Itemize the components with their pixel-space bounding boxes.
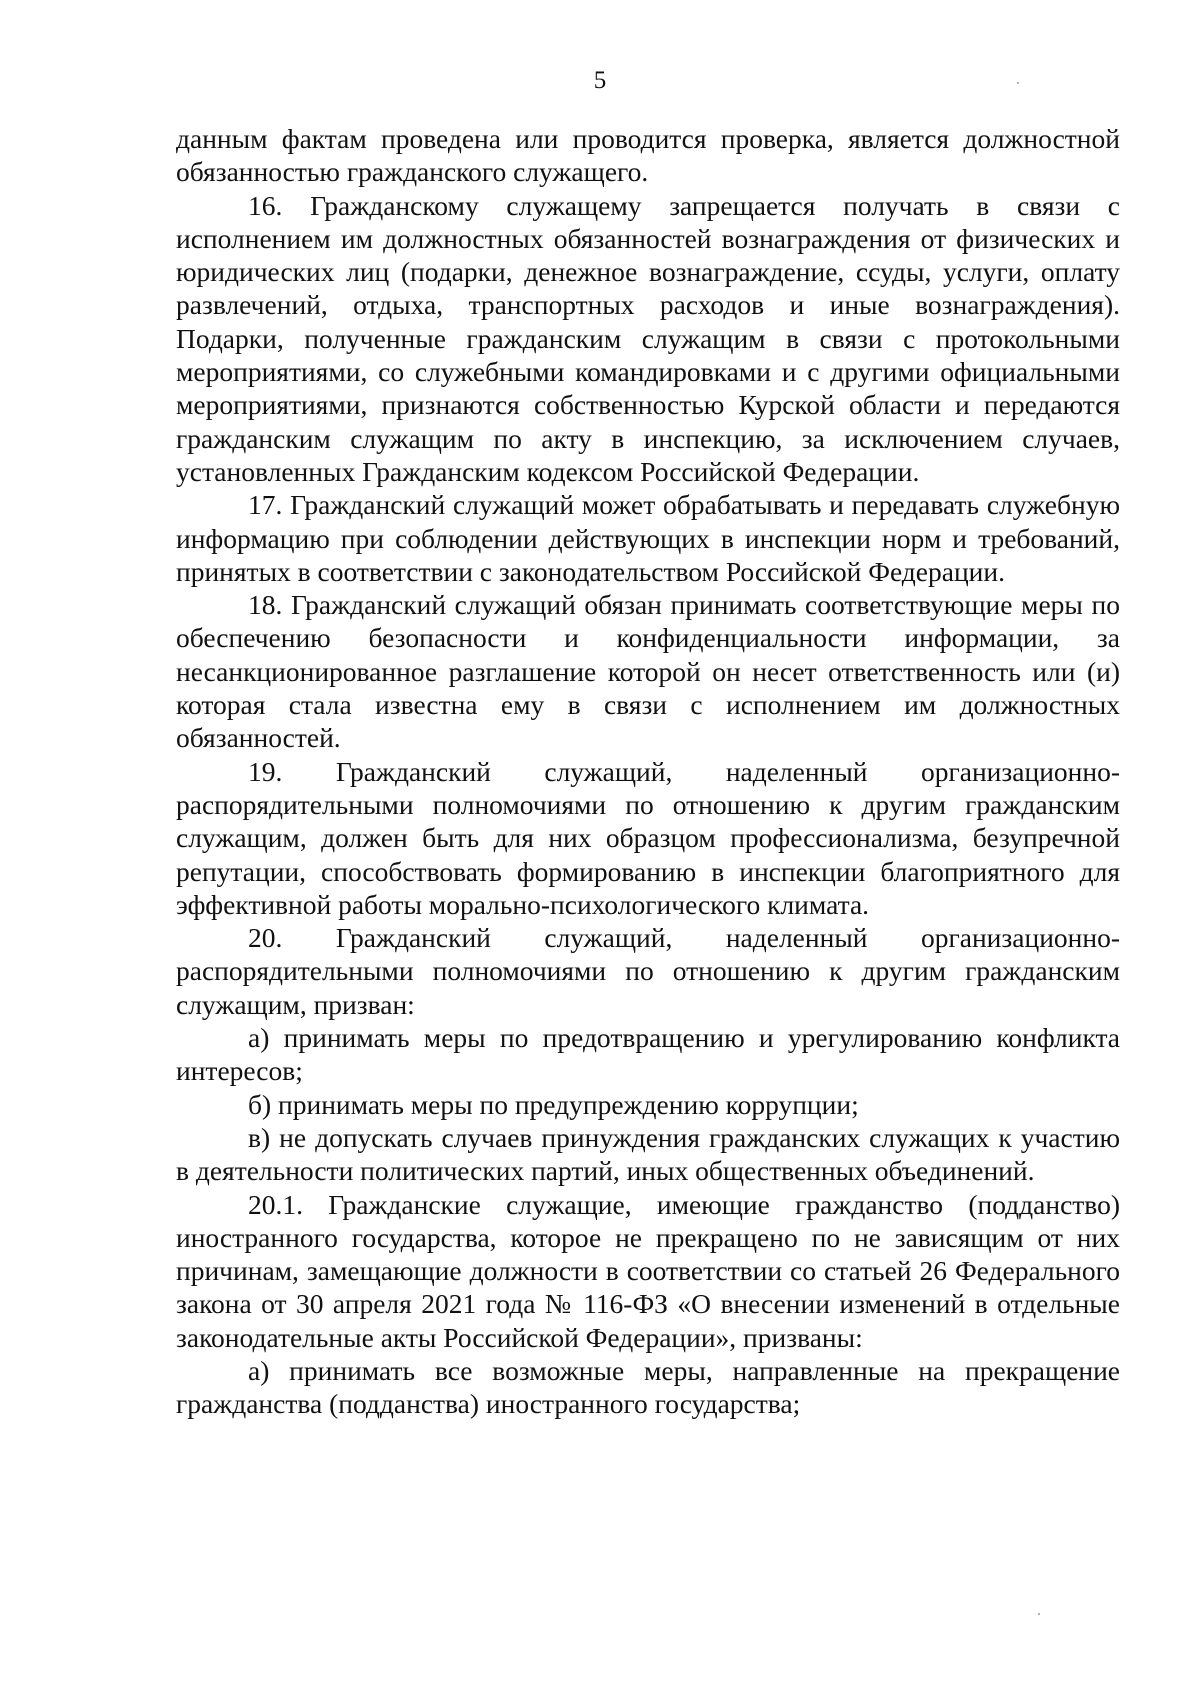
- scan-speck: [1017, 82, 1019, 84]
- scan-speck: [1038, 1613, 1040, 1615]
- paragraph-20-1: 20.1. Гражданские служащие, имеющие гражданство (подданство) иностранного государства, которое не прекращено по не зависящим от них причинам, замещающие должности в соответствии со статьей 26 Федерального закона от 30 апреля 2021 года № 116-ФЗ «О внесении изменений в отдельные законодательные акты Российской Федерации», призваны:: [176, 1188, 1120, 1353]
- paragraph-18: 18. Гражданский служащий обязан принимать соответствующие меры по обеспечению безопасности и конфиденциальности информации, за несанкционированное разглашение которой он несет ответственность или (и) которая стала известна ему в связи с исполнением им должностных обязанностей.: [176, 589, 1120, 754]
- paragraph-continuation: данным фактам проведена или проводится проверка, является должностной обязанностью гражданского служащего.: [176, 123, 1120, 188]
- paragraph-19: 19. Гражданский служащий, наделенный организационно-распорядительными полномочиями по отношению к другим гражданским служащим, должен быть для них образцом профессионализма, безупречной репутации, способствовать формированию в инспекции благоприятного для эффективной работы морально-психологического климата.: [176, 755, 1120, 920]
- document-body: [176, 122, 1120, 1421]
- paragraph-20-item-a: а) принимать меры по предотвращению и урегулированию конфликта интересов;: [176, 1022, 1120, 1087]
- paragraph-17: 17. Гражданский служащий может обрабатывать и передавать служебную информацию при соблюдении действующих в инспекции норм и требований, принятых в соответствии с законодательством Российской Федерации.: [176, 489, 1120, 587]
- paragraph-20-item-v: в) не допускать случаев принуждения гражданских служащих к участию в деятельности политических партий, иных общественных объединений.: [176, 1121, 1120, 1187]
- paragraph-20: 20. Гражданский служащий, наделенный организационно-распорядительными полномочиями по отношению к другим гражданским служащим, призван:: [176, 922, 1120, 1020]
- page-number: 5: [593, 67, 607, 94]
- paragraph-20-1-item-a: а) принимать все возможные меры, направленные на прекращение гражданства (подданства) иностранного государства;: [176, 1354, 1120, 1420]
- paragraph-16: 16. Гражданскому служащему запрещается получать в связи с исполнением им должностных обязанностей вознаграждения от физических и юридических лиц (подарки, денежное вознаграждение, ссуды, услуги, оплату развлечений, отдыха, транспортных расходов и иные вознаграждения). Подарки, полученные гражданским служащим в связи с протокольными мероприятиями, со служебными командировками и с другими официальными мероприятиями, признаются собственностью Курской области и передаются гражданским служащим по акту в инспекцию, за исключением случаев, установленных Гражданским кодексом Российской Федерации.: [176, 189, 1120, 487]
- paragraph-20-item-b: б) принимать меры по предупреждению коррупции;: [248, 1088, 859, 1120]
